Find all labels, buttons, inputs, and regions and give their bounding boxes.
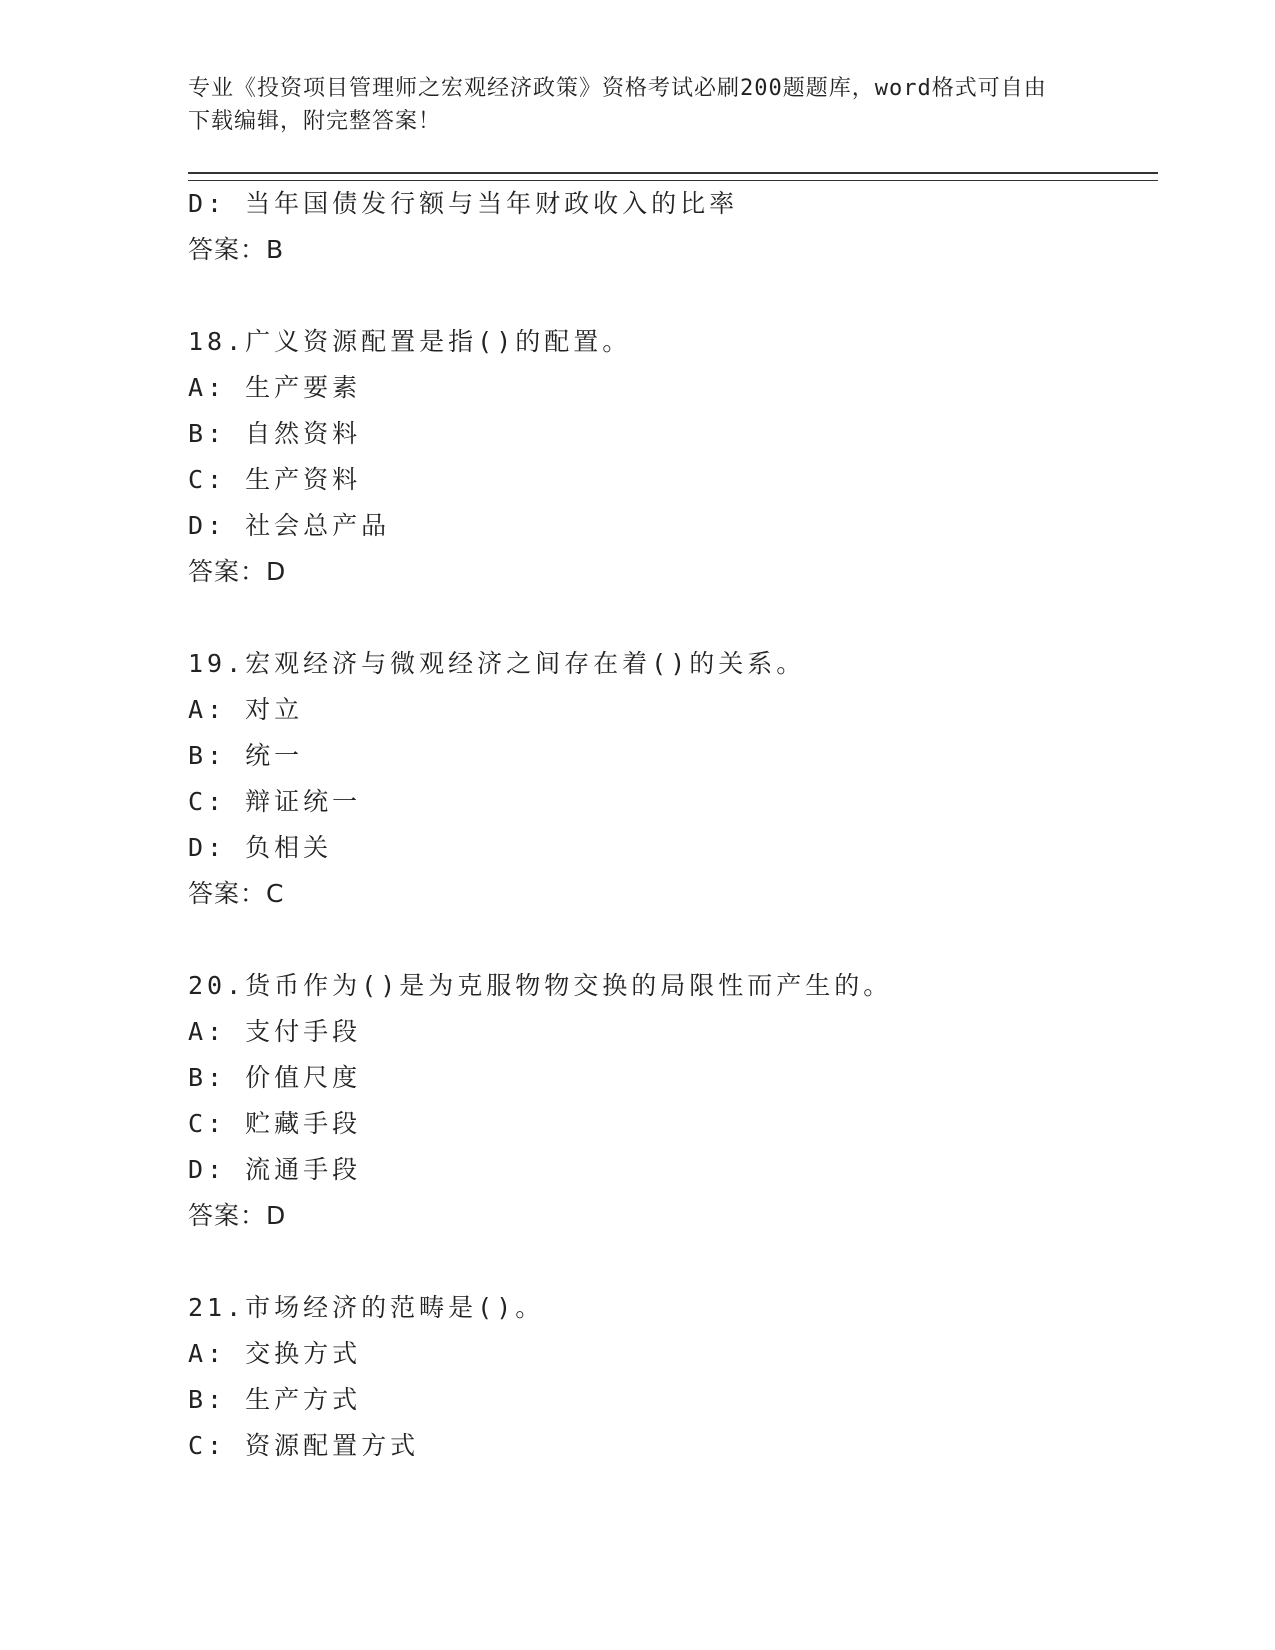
option-b: B: 生产方式 xyxy=(188,1385,362,1414)
option-b: B: 价值尺度 xyxy=(188,1063,362,1092)
carryover-answer: 答案：B xyxy=(188,235,285,264)
answer: 答案：C xyxy=(188,879,285,908)
option-a: A: 对立 xyxy=(188,695,304,724)
option-c: C: 资源配置方式 xyxy=(188,1431,420,1460)
answer: 答案：D xyxy=(188,1201,287,1230)
carryover-option-d: D: 当年国债发行额与当年财政收入的比率 xyxy=(188,189,739,218)
question-18 xyxy=(188,319,1158,595)
document-header: 专业《投资项目管理师之宏观经济政策》资格考试必刷200题题库，word格式可自由下载编辑，附完整答案！ xyxy=(188,76,1047,134)
option-a: A: 交换方式 xyxy=(188,1339,362,1368)
option-b: B: 自然资料 xyxy=(188,419,362,448)
option-a: A: 生产要素 xyxy=(188,373,362,402)
question-stem: 18.广义资源配置是指()的配置。 xyxy=(188,327,632,356)
question-19 xyxy=(188,641,1158,917)
option-d: D: 社会总产品 xyxy=(188,511,391,540)
option-b: B: 统一 xyxy=(188,741,304,770)
option-c: C: 生产资料 xyxy=(188,465,362,494)
answer: 答案：D xyxy=(188,557,287,586)
question-stem: 19.宏观经济与微观经济之间存在着()的关系。 xyxy=(188,649,806,678)
document-page xyxy=(188,72,1158,1469)
option-d: D: 负相关 xyxy=(188,833,333,862)
question-stem: 21.市场经济的范畴是()。 xyxy=(188,1293,545,1322)
option-d: D: 流通手段 xyxy=(188,1155,362,1184)
question-21 xyxy=(188,1285,1158,1469)
option-a: A: 支付手段 xyxy=(188,1017,362,1046)
question-stem: 20.货币作为()是为克服物物交换的局限性而产生的。 xyxy=(188,971,893,1000)
question-20 xyxy=(188,963,1158,1239)
option-c: C: 辩证统一 xyxy=(188,787,362,816)
header-divider xyxy=(188,172,1158,181)
option-c: C: 贮藏手段 xyxy=(188,1109,362,1138)
